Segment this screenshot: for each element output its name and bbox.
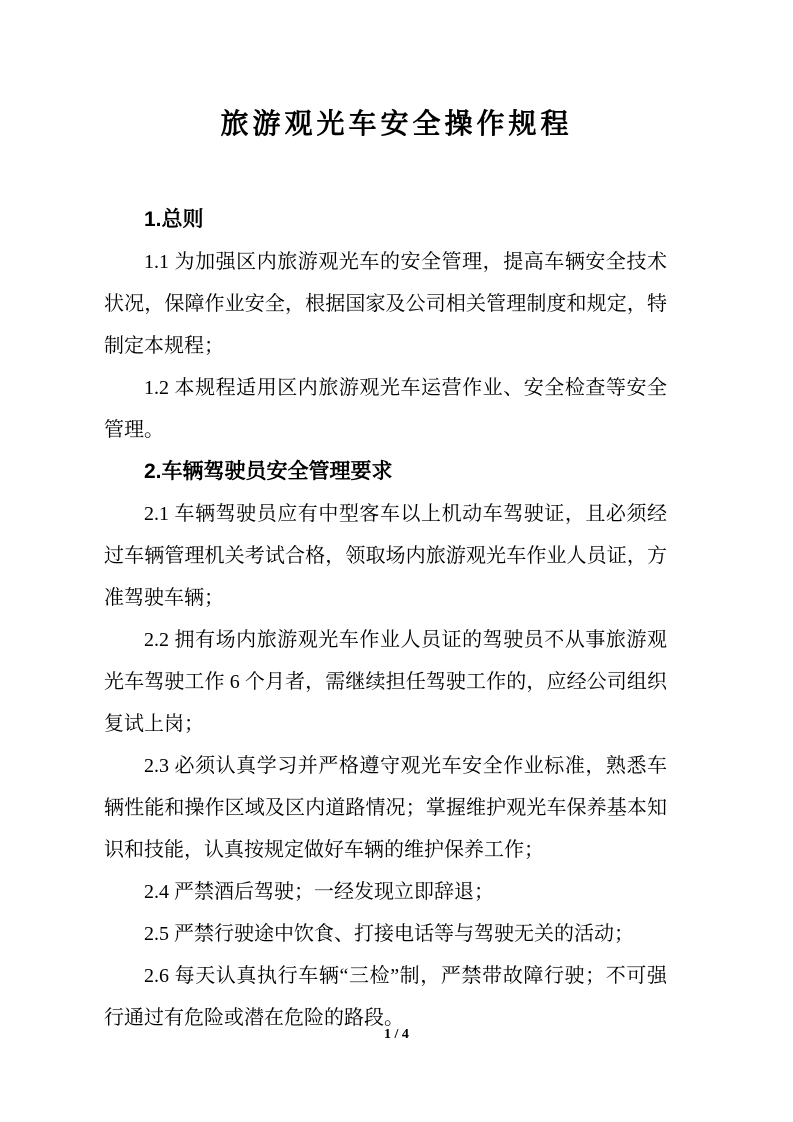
section-heading-driver-safety-requirements: 2.车辆驾驶员安全管理要求 <box>144 460 393 483</box>
paragraph-2-1: 2.1 车辆驾驶员应有中型客车以上机动车驾驶证，且必须经过车辆管理机关考试合格，领取场内旅游观光车作业人员证，方准驾驶车辆； <box>104 503 667 609</box>
paragraph-2-5: 2.5 严禁行驶途中饮食、打接电话等与驾驶无关的活动； <box>144 923 634 945</box>
paragraph-2-2: 2.2 拥有场内旅游观光车作业人员证的驾驶员不从事旅游观光车驾驶工作 6 个月者，需继续担任驾驶工作的，应经公司组织复试上岗； <box>104 629 667 735</box>
document-title: 旅游观光车安全操作规程 <box>220 109 573 140</box>
paragraph-2-4: 2.4 严禁酒后驾驶；一经发现立即辞退； <box>144 881 494 903</box>
paragraph-2-6: 2.6 每天认真执行车辆“三检”制，严禁带故障行驶；不可强行通过有危险或潜在危险的路段。 <box>104 965 667 1029</box>
section-heading-general-rules: 1.总则 <box>144 208 204 231</box>
paragraph-2-3: 2.3 必须认真学习并严格遵守观光车安全作业标准，熟悉车辆性能和操作区域及区内道路情况；掌握维护观光车保养基本知识和技能，认真按规定做好车辆的维护保养工作； <box>104 755 667 861</box>
paragraph-1-1: 1.1 为加强区内旅游观光车的安全管理，提高车辆安全技术状况，保障作业安全，根据国家及公司相关管理制度和规定，特制定本规程； <box>104 251 667 357</box>
document-body <box>104 199 667 1039</box>
page-number: 1 / 4 <box>384 1027 409 1042</box>
paragraph-1-2: 1.2 本规程适用区内旅游观光车运营作业、安全检查等安全管理。 <box>104 377 667 441</box>
